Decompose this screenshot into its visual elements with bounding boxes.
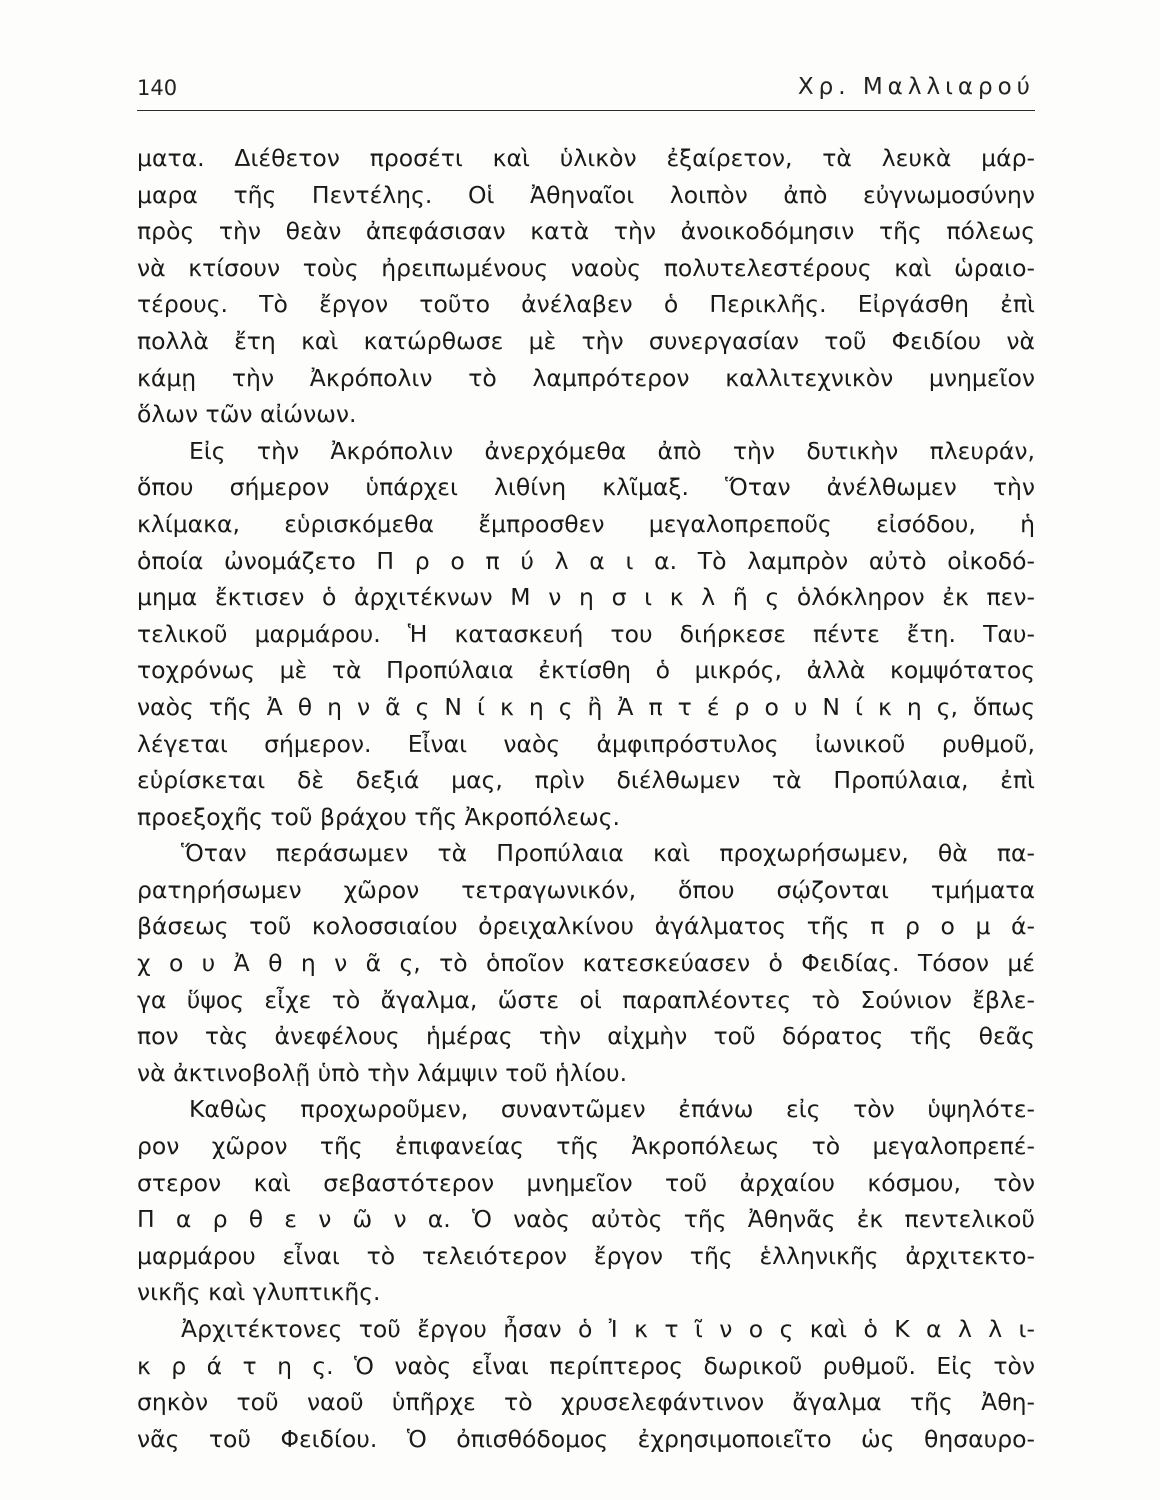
text-line: Καθὼς προχωροῦμεν, συναντῶμεν ἐπάνω εἰς τὸν ὑψηλότε- — [189, 1095, 1035, 1124]
text-line: σηκὸν τοῦ ναοῦ ὑπῆρχε τὸ χρυσελεφάντινον ἄγαλμα τῆς Ἀθη- — [137, 1388, 1035, 1417]
text-line: προεξοχῆς τοῦ βράχου τῆς Ἀκροπόλεως. — [137, 802, 620, 831]
body-text — [137, 140, 1035, 1457]
text-line: ὅπου σήμερον ὑπάρχει λιθίνη κλῖμαξ. Ὅταν ἀνέλθωμεν τὴν — [137, 473, 1035, 502]
text-line: ρον χῶρον τῆς ἐπιφανείας τῆς Ἀκροπόλεως τὸ μεγαλοπρεπέ- — [137, 1132, 1035, 1161]
text-line: γα ὕψος εἶχε τὸ ἄγαλμα, ὥστε οἱ παραπλέοντες τὸ Σούνιον ἔβλε- — [137, 985, 1035, 1014]
text-line: μημα ἔκτισεν ὁ ἀρχιτέκνων Μ ν η σ ι κ λ ῆ ς ὁλόκληρον ἐκ πεν- — [137, 583, 1035, 612]
running-header — [137, 70, 1035, 111]
text-line: νικῆς καὶ γλυπτικῆς. — [137, 1278, 381, 1307]
text-line: πολλὰ ἔτη καὶ κατώρθωσε μὲ τὴν συνεργασίαν τοῦ Φειδίου νὰ — [137, 326, 1035, 355]
page-number: 140 — [137, 76, 178, 100]
text-line: Εἰς τὴν Ἀκρόπολιν ἀνερχόμεθα ἀπὸ τὴν δυτικὴν πλευράν, — [189, 436, 1035, 465]
text-line: κάμῃ τὴν Ἀκρόπολιν τὸ λαμπρότερον καλλιτεχνικὸν μνημεῖον — [137, 363, 1035, 392]
text-line: ὁποία ὠνομάζετο Π ρ ο π ύ λ α ι α. Τὸ λαμπρὸν αὐτὸ οἰκοδό- — [137, 546, 1035, 575]
text-line: Ὅταν περάσωμεν τὰ Προπύλαια καὶ προχωρήσωμεν, θὰ πα- — [181, 839, 1035, 868]
text-line: τέρους. Τὸ ἔργον τοῦτο ἀνέλαβεν ὁ Περικλῆς. Εἰργάσθη ἐπὶ — [137, 290, 1035, 319]
text-line: τοχρόνως μὲ τὰ Προπύλαια ἐκτίσθη ὁ μικρός, ἀλλὰ κομψότατος — [137, 656, 1035, 685]
text-line: νὰ ἀκτινοβολῇ ὑπὸ τὴν λάμψιν τοῦ ἡλίου. — [137, 1058, 628, 1087]
text-line: εὑρίσκεται δὲ δεξιά μας, πρὶν διέλθωμεν τὰ Προπύλαια, ἐπὶ — [137, 766, 1035, 795]
text-line: ρατηρήσωμεν χῶρον τετραγωνικόν, ὅπου σῴζονται τμήματα — [137, 875, 1035, 904]
text-line: βάσεως τοῦ κολοσσιαίου ὀρειχαλκίνου ἀγάλματος τῆς π ρ ο μ ά- — [137, 912, 1035, 941]
text-line: τελικοῦ μαρμάρου. Ἡ κατασκευή του διήρκεσε πέντε ἔτη. Ταυ- — [137, 619, 1035, 648]
text-line: Π α ρ θ ε ν ῶ ν α. Ὁ ναὸς αὐτὸς τῆς Ἀθηνᾶς ἐκ πεντελικοῦ — [137, 1205, 1035, 1234]
text-line: Ἀρχιτέκτονες τοῦ ἔργου ἦσαν ὁ Ἰ κ τ ῖ ν ο ς καὶ ὁ Κ α λ λ ι- — [181, 1315, 1035, 1343]
text-line: κλίμακα, εὑρισκόμεθα ἔμπροσθεν μεγαλοπρεποῦς εἰσόδου, ἡ — [137, 509, 1035, 538]
text-line: νὰ κτίσουν τοὺς ἠρειπωμένους ναοὺς πολυτελεστέρους καὶ ὡραιο- — [137, 253, 1035, 282]
text-line: μαρμάρου εἶναι τὸ τελειότερον ἔργον τῆς ἑλληνικῆς ἀρχιτεκτο- — [137, 1241, 1035, 1270]
text-line: ὅλων τῶν αἰώνων. — [137, 400, 357, 429]
text-line: στερον καὶ σεβαστότερον μνημεῖον τοῦ ἀρχαίου κόσμου, τὸν — [137, 1168, 1035, 1197]
text-line: χ ο υ Ἀ θ η ν ᾶ ς, τὸ ὁποῖον κατεσκεύασεν ὁ Φειδίας. Τόσον μέ — [137, 949, 1035, 978]
text-line: πρὸς τὴν θεὰν ἀπεφάσισαν κατὰ τὴν ἀνοικοδόμησιν τῆς πόλεως — [137, 217, 1035, 246]
running-title: Χρ. Μαλλιαρού — [797, 74, 1035, 100]
text-line: ναὸς τῆς Ἀ θ η ν ᾶ ς Ν ί κ η ς ἢ Ἀ π τ έ ρ ο υ Ν ί κ η ς, ὅπως — [137, 692, 1035, 721]
text-line: νᾶς τοῦ Φειδίου. Ὁ ὀπισθόδομος ἐχρησιμοποιεῖτο ὡς θησαυρο- — [137, 1424, 1035, 1453]
text-line: μαρα τῆς Πεντέλης. Οἱ Ἀθηναῖοι λοιπὸν ἀπὸ εὐγνωμοσύνην — [137, 180, 1035, 209]
text-line: λέγεται σήμερον. Εἶναι ναὸς ἀμφιπρόστυλος ἰωνικοῦ ρυθμοῦ, — [137, 729, 1035, 758]
text-line: κ ρ ά τ η ς. Ὁ ναὸς εἶναι περίπτερος δωρικοῦ ρυθμοῦ. Εἰς τὸν — [137, 1351, 1035, 1380]
text-line: πον τὰς ἀνεφέλους ἡμέρας τὴν αἰχμὴν τοῦ δόρατος τῆς θεᾶς — [137, 1022, 1035, 1051]
text-line: ματα. Διέθετον προσέτι καὶ ὑλικὸν ἐξαίρετον, τὰ λευκὰ μάρ- — [137, 144, 1035, 172]
